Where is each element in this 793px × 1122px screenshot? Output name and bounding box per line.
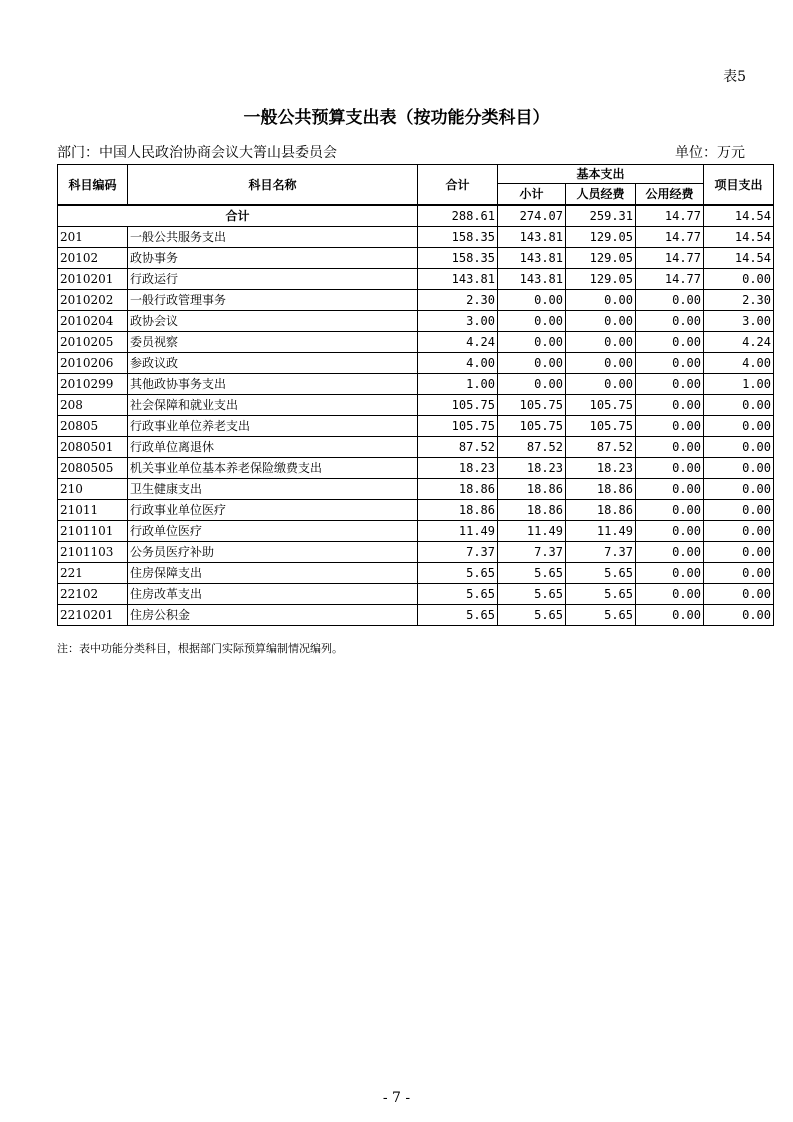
row-code: 2010299 bbox=[58, 374, 128, 395]
row-public: 0.00 bbox=[636, 311, 704, 332]
row-subtotal: 0.00 bbox=[498, 374, 566, 395]
table-row bbox=[58, 584, 774, 605]
totals-row bbox=[58, 205, 774, 227]
row-name: 一般行政管理事务 bbox=[128, 290, 418, 311]
row-project: 0.00 bbox=[704, 563, 774, 584]
row-subtotal: 18.23 bbox=[498, 458, 566, 479]
row-subtotal: 18.86 bbox=[498, 500, 566, 521]
row-personnel: 0.00 bbox=[566, 332, 636, 353]
table-row bbox=[58, 248, 774, 269]
row-name: 机关事业单位基本养老保险缴费支出 bbox=[128, 458, 418, 479]
table-row bbox=[58, 332, 774, 353]
row-subtotal: 143.81 bbox=[498, 227, 566, 248]
row-subtotal: 5.65 bbox=[498, 563, 566, 584]
row-code: 2210201 bbox=[58, 605, 128, 626]
row-total: 1.00 bbox=[418, 374, 498, 395]
row-subtotal: 5.65 bbox=[498, 584, 566, 605]
row-project: 0.00 bbox=[704, 521, 774, 542]
row-code: 2010204 bbox=[58, 311, 128, 332]
table-row bbox=[58, 416, 774, 437]
totals-personnel: 259.31 bbox=[566, 205, 636, 227]
row-subtotal: 0.00 bbox=[498, 290, 566, 311]
row-public: 0.00 bbox=[636, 290, 704, 311]
table-body bbox=[58, 205, 774, 626]
col-header-project: 项目支出 bbox=[704, 165, 774, 206]
budget-table bbox=[57, 164, 774, 626]
row-public: 14.77 bbox=[636, 248, 704, 269]
table-header bbox=[58, 165, 774, 206]
col-header-name: 科目名称 bbox=[128, 165, 418, 206]
row-personnel: 5.65 bbox=[566, 563, 636, 584]
row-personnel: 18.23 bbox=[566, 458, 636, 479]
row-public: 0.00 bbox=[636, 563, 704, 584]
row-personnel: 0.00 bbox=[566, 374, 636, 395]
row-code: 20102 bbox=[58, 248, 128, 269]
row-public: 0.00 bbox=[636, 605, 704, 626]
row-name: 卫生健康支出 bbox=[128, 479, 418, 500]
col-header-basic: 基本支出 bbox=[498, 165, 704, 184]
row-project: 0.00 bbox=[704, 416, 774, 437]
row-code: 21011 bbox=[58, 500, 128, 521]
row-public: 0.00 bbox=[636, 458, 704, 479]
col-header-public: 公用经费 bbox=[636, 184, 704, 206]
row-project: 0.00 bbox=[704, 479, 774, 500]
totals-project: 14.54 bbox=[704, 205, 774, 227]
row-subtotal: 105.75 bbox=[498, 395, 566, 416]
row-personnel: 18.86 bbox=[566, 479, 636, 500]
row-public: 0.00 bbox=[636, 542, 704, 563]
row-total: 143.81 bbox=[418, 269, 498, 290]
row-personnel: 5.65 bbox=[566, 584, 636, 605]
table-row bbox=[58, 353, 774, 374]
row-total: 87.52 bbox=[418, 437, 498, 458]
row-subtotal: 105.75 bbox=[498, 416, 566, 437]
row-code: 221 bbox=[58, 563, 128, 584]
row-total: 3.00 bbox=[418, 311, 498, 332]
row-code: 20805 bbox=[58, 416, 128, 437]
col-header-code: 科目编码 bbox=[58, 165, 128, 206]
row-subtotal: 0.00 bbox=[498, 353, 566, 374]
row-public: 0.00 bbox=[636, 395, 704, 416]
row-public: 0.00 bbox=[636, 479, 704, 500]
row-subtotal: 0.00 bbox=[498, 332, 566, 353]
row-personnel: 18.86 bbox=[566, 500, 636, 521]
row-total: 105.75 bbox=[418, 395, 498, 416]
row-total: 18.86 bbox=[418, 479, 498, 500]
row-project: 4.00 bbox=[704, 353, 774, 374]
row-personnel: 129.05 bbox=[566, 248, 636, 269]
row-personnel: 129.05 bbox=[566, 269, 636, 290]
row-public: 0.00 bbox=[636, 353, 704, 374]
row-public: 0.00 bbox=[636, 521, 704, 542]
table-row bbox=[58, 437, 774, 458]
row-public: 0.00 bbox=[636, 416, 704, 437]
page-number: - 7 - bbox=[382, 1090, 411, 1106]
row-project: 0.00 bbox=[704, 437, 774, 458]
row-public: 0.00 bbox=[636, 332, 704, 353]
row-name: 住房改革支出 bbox=[128, 584, 418, 605]
row-personnel: 0.00 bbox=[566, 353, 636, 374]
col-header-personnel: 人员经费 bbox=[566, 184, 636, 206]
table-row bbox=[58, 290, 774, 311]
row-subtotal: 0.00 bbox=[498, 311, 566, 332]
totals-subtotal: 274.07 bbox=[498, 205, 566, 227]
table-row bbox=[58, 374, 774, 395]
row-personnel: 5.65 bbox=[566, 605, 636, 626]
totals-label: 合计 bbox=[58, 205, 418, 227]
table-row bbox=[58, 479, 774, 500]
row-project: 0.00 bbox=[704, 605, 774, 626]
row-total: 158.35 bbox=[418, 248, 498, 269]
row-name: 一般公共服务支出 bbox=[128, 227, 418, 248]
row-subtotal: 143.81 bbox=[498, 269, 566, 290]
table-row bbox=[58, 311, 774, 332]
row-project: 0.00 bbox=[704, 269, 774, 290]
row-project: 0.00 bbox=[704, 458, 774, 479]
table-row bbox=[58, 227, 774, 248]
row-public: 14.77 bbox=[636, 269, 704, 290]
table-row bbox=[58, 563, 774, 584]
row-name: 行政单位离退休 bbox=[128, 437, 418, 458]
row-code: 201 bbox=[58, 227, 128, 248]
table-number: 表5 bbox=[723, 69, 746, 85]
table-row bbox=[58, 269, 774, 290]
row-project: 14.54 bbox=[704, 227, 774, 248]
col-header-total: 合计 bbox=[418, 165, 498, 206]
row-total: 5.65 bbox=[418, 584, 498, 605]
row-total: 7.37 bbox=[418, 542, 498, 563]
row-name: 其他政协事务支出 bbox=[128, 374, 418, 395]
row-project: 0.00 bbox=[704, 584, 774, 605]
row-name: 政协会议 bbox=[128, 311, 418, 332]
row-name: 行政事业单位养老支出 bbox=[128, 416, 418, 437]
row-project: 0.00 bbox=[704, 542, 774, 563]
row-name: 住房公积金 bbox=[128, 605, 418, 626]
row-total: 11.49 bbox=[418, 521, 498, 542]
row-subtotal: 11.49 bbox=[498, 521, 566, 542]
table-note: 注：表中功能分类科目，根据部门实际预算编制情况编列。 bbox=[57, 642, 343, 655]
row-total: 18.23 bbox=[418, 458, 498, 479]
row-name: 社会保障和就业支出 bbox=[128, 395, 418, 416]
row-name: 行政事业单位医疗 bbox=[128, 500, 418, 521]
table-meta bbox=[57, 142, 745, 162]
row-total: 4.24 bbox=[418, 332, 498, 353]
row-name: 行政运行 bbox=[128, 269, 418, 290]
row-name: 参政议政 bbox=[128, 353, 418, 374]
row-project: 3.00 bbox=[704, 311, 774, 332]
row-code: 2010205 bbox=[58, 332, 128, 353]
department-label: 部门：中国人民政治协商会议大箐山县委员会 bbox=[57, 145, 337, 161]
row-name: 政协事务 bbox=[128, 248, 418, 269]
row-code: 210 bbox=[58, 479, 128, 500]
row-project: 4.24 bbox=[704, 332, 774, 353]
page-title: 一般公共预算支出表（按功能分类科目） bbox=[243, 108, 550, 128]
row-code: 2101101 bbox=[58, 521, 128, 542]
row-public: 14.77 bbox=[636, 227, 704, 248]
row-project: 0.00 bbox=[704, 500, 774, 521]
table-row bbox=[58, 542, 774, 563]
totals-public: 14.77 bbox=[636, 205, 704, 227]
row-code: 2080505 bbox=[58, 458, 128, 479]
row-name: 行政单位医疗 bbox=[128, 521, 418, 542]
row-personnel: 87.52 bbox=[566, 437, 636, 458]
table-row bbox=[58, 521, 774, 542]
row-project: 0.00 bbox=[704, 395, 774, 416]
row-personnel: 105.75 bbox=[566, 395, 636, 416]
row-code: 22102 bbox=[58, 584, 128, 605]
row-subtotal: 143.81 bbox=[498, 248, 566, 269]
row-code: 2101103 bbox=[58, 542, 128, 563]
row-personnel: 0.00 bbox=[566, 311, 636, 332]
row-personnel: 0.00 bbox=[566, 290, 636, 311]
row-code: 2010201 bbox=[58, 269, 128, 290]
row-total: 105.75 bbox=[418, 416, 498, 437]
row-subtotal: 87.52 bbox=[498, 437, 566, 458]
table-row bbox=[58, 458, 774, 479]
table-row bbox=[58, 605, 774, 626]
row-code: 208 bbox=[58, 395, 128, 416]
row-public: 0.00 bbox=[636, 437, 704, 458]
unit-label: 单位：万元 bbox=[675, 145, 745, 161]
row-project: 1.00 bbox=[704, 374, 774, 395]
row-code: 2080501 bbox=[58, 437, 128, 458]
row-name: 委员视察 bbox=[128, 332, 418, 353]
totals-total: 288.61 bbox=[418, 205, 498, 227]
row-public: 0.00 bbox=[636, 374, 704, 395]
row-project: 2.30 bbox=[704, 290, 774, 311]
col-header-subtotal: 小计 bbox=[498, 184, 566, 206]
row-public: 0.00 bbox=[636, 584, 704, 605]
row-public: 0.00 bbox=[636, 500, 704, 521]
row-personnel: 129.05 bbox=[566, 227, 636, 248]
row-subtotal: 7.37 bbox=[498, 542, 566, 563]
table-row bbox=[58, 395, 774, 416]
row-total: 2.30 bbox=[418, 290, 498, 311]
row-subtotal: 5.65 bbox=[498, 605, 566, 626]
row-project: 14.54 bbox=[704, 248, 774, 269]
row-personnel: 105.75 bbox=[566, 416, 636, 437]
row-code: 2010202 bbox=[58, 290, 128, 311]
row-subtotal: 18.86 bbox=[498, 479, 566, 500]
row-total: 158.35 bbox=[418, 227, 498, 248]
row-personnel: 11.49 bbox=[566, 521, 636, 542]
row-total: 5.65 bbox=[418, 605, 498, 626]
row-total: 4.00 bbox=[418, 353, 498, 374]
row-total: 18.86 bbox=[418, 500, 498, 521]
row-total: 5.65 bbox=[418, 563, 498, 584]
row-name: 住房保障支出 bbox=[128, 563, 418, 584]
row-name: 公务员医疗补助 bbox=[128, 542, 418, 563]
row-code: 2010206 bbox=[58, 353, 128, 374]
table-row bbox=[58, 500, 774, 521]
row-personnel: 7.37 bbox=[566, 542, 636, 563]
